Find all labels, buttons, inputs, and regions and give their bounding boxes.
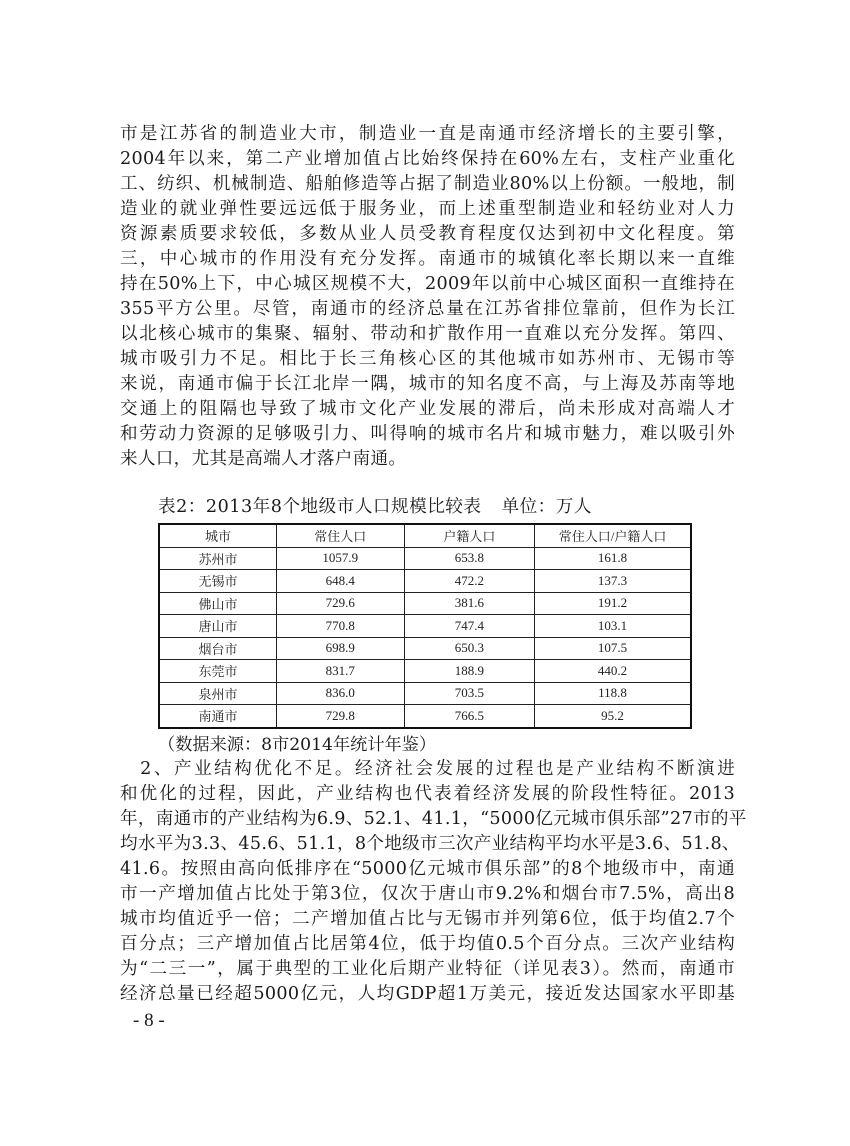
- ratio-cell: 191.2: [535, 592, 691, 615]
- text-line: 来人口，尤其是高端人才落户南通。: [120, 449, 407, 469]
- city-cell: 泉州市: [159, 682, 277, 705]
- city-cell: 烟台市: [159, 637, 277, 660]
- text-line: 交通上的阻隔也导致了城市文化产业发展的滞后，尚未形成对高端人才: [120, 399, 735, 419]
- resident-population-cell: 1057.9: [277, 547, 405, 570]
- ratio-cell: 118.8: [535, 682, 691, 705]
- text-line: 来说，南通市偏于长江北岸一隅，城市的知名度不高，与上海及苏南等地: [120, 374, 735, 394]
- city-cell: 佛山市: [159, 592, 277, 615]
- table-row: [159, 547, 691, 570]
- text-line: 城市均值近乎一倍；二产增加值占比与无锡市并列第6位，低于均值2.7个: [120, 909, 735, 929]
- text-line: 资源素质要求较低，多数从业人员受教育程度仅达到初中文化程度。第: [120, 224, 735, 244]
- table-unit: 单位：万人: [501, 497, 592, 517]
- text-line: 为“二三一”，属于典型的工业化后期产业特征（详见表3）。然而，南通市: [120, 959, 735, 979]
- resident-population-cell: 831.7: [277, 660, 405, 683]
- page-number: - 8 -: [133, 1010, 165, 1031]
- text-line: 百分点；三产增加值占比居第4位，低于均值0.5个百分点。三次产业结构: [120, 934, 735, 954]
- registered-population-cell: 766.5: [404, 705, 535, 728]
- text-line: 年，南通市的产业结构为6.9、52.1、41.1，“5000亿元城市俱乐部”27市的平: [120, 809, 747, 829]
- city-cell: 南通市: [159, 705, 277, 728]
- table-row: [159, 682, 691, 705]
- text-line: 造业的就业弹性要远远低于服务业，而上述重型制造业和轻纺业对人力: [120, 199, 735, 219]
- ratio-cell: 103.1: [535, 615, 691, 638]
- table-row: [159, 615, 691, 638]
- city-cell: 苏州市: [159, 547, 277, 570]
- population-table: [158, 523, 692, 729]
- table-row: [159, 705, 691, 728]
- table-row: [159, 592, 691, 615]
- table-row: [159, 570, 691, 593]
- text-line: 市是江苏省的制造业大市，制造业一直是南通市经济增长的主要引擎，: [120, 124, 735, 144]
- registered-population-cell: 653.8: [404, 547, 535, 570]
- text-line: 2004年以来，第二产业增加值占比始终保持在60%左右，支柱产业重化: [120, 149, 735, 169]
- ratio-cell: 137.3: [535, 570, 691, 593]
- table-header-row: [159, 524, 691, 547]
- header-ratio: 常住人口/户籍人口: [535, 524, 691, 547]
- table-row: [159, 637, 691, 660]
- text-line: 2、产业结构优化不足。经济社会发展的过程也是产业结构不断演进: [120, 759, 735, 779]
- ratio-cell: 107.5: [535, 637, 691, 660]
- resident-population-cell: 836.0: [277, 682, 405, 705]
- header-registered-population: 户籍人口: [404, 524, 535, 547]
- text-line: 和劳动力资源的足够吸引力、叫得响的城市名片和城市魅力，难以吸引外: [120, 424, 735, 444]
- text-line: 和优化的过程，因此，产业结构也代表着经济发展的阶段性特征。2013: [120, 784, 735, 804]
- header-city: 城市: [159, 524, 277, 547]
- paragraph-2: [120, 757, 747, 1007]
- text-line: 工、纺织、机械制造、船舶修造等占据了制造业80%以上份额。一般地，制: [120, 174, 735, 194]
- registered-population-cell: 381.6: [404, 592, 535, 615]
- paragraph-1: [120, 122, 735, 472]
- resident-population-cell: 648.4: [277, 570, 405, 593]
- text-line: 以北核心城市的集聚、辐射、带动和扩散作用一直难以充分发挥。第四、: [120, 324, 735, 344]
- text-line: 均水平为3.3、45.6、51.1，8个地级市三次产业结构平均水平是3.6、51.8、: [120, 834, 740, 854]
- registered-population-cell: 703.5: [404, 682, 535, 705]
- resident-population-cell: 770.8: [277, 615, 405, 638]
- city-cell: 唐山市: [159, 615, 277, 638]
- table-title: 表2：2013年8个地级市人口规模比较表: [158, 497, 482, 517]
- city-cell: 无锡市: [159, 570, 277, 593]
- table-caption: [158, 495, 592, 520]
- text-line: 355平方公里。尽管，南通市的经济总量在江苏省排位靠前，但作为长江: [120, 299, 735, 319]
- text-line: 三，中心城市的作用没有充分发挥。南通市的城镇化率长期以来一直维: [120, 249, 735, 269]
- table-row: [159, 660, 691, 683]
- text-line: 41.6。按照由高向低排序在“5000亿元城市俱乐部”的8个地级市中，南通: [120, 859, 735, 879]
- resident-population-cell: 698.9: [277, 637, 405, 660]
- text-line: 城市吸引力不足。相比于长三角核心区的其他城市如苏州市、无锡市等: [120, 349, 735, 369]
- text-line: 经济总量已经超5000亿元，人均GDP超1万美元，接近发达国家水平即基: [120, 984, 735, 1004]
- ratio-cell: 440.2: [535, 660, 691, 683]
- data-source-note: （数据来源：8市2014年统计年鉴）: [158, 735, 437, 755]
- registered-population-cell: 747.4: [404, 615, 535, 638]
- registered-population-cell: 650.3: [404, 637, 535, 660]
- ratio-cell: 161.8: [535, 547, 691, 570]
- text-line: 市一产增加值占比处于第3位，仅次于唐山市9.2%和烟台市7.5%，高出8: [120, 884, 735, 904]
- resident-population-cell: 729.6: [277, 592, 405, 615]
- city-cell: 东莞市: [159, 660, 277, 683]
- header-resident-population: 常住人口: [277, 524, 405, 547]
- registered-population-cell: 472.2: [404, 570, 535, 593]
- ratio-cell: 95.2: [535, 705, 691, 728]
- text-line: 持在50%上下，中心城区规模不大，2009年以前中心城区面积一直维持在: [120, 274, 735, 294]
- resident-population-cell: 729.8: [277, 705, 405, 728]
- registered-population-cell: 188.9: [404, 660, 535, 683]
